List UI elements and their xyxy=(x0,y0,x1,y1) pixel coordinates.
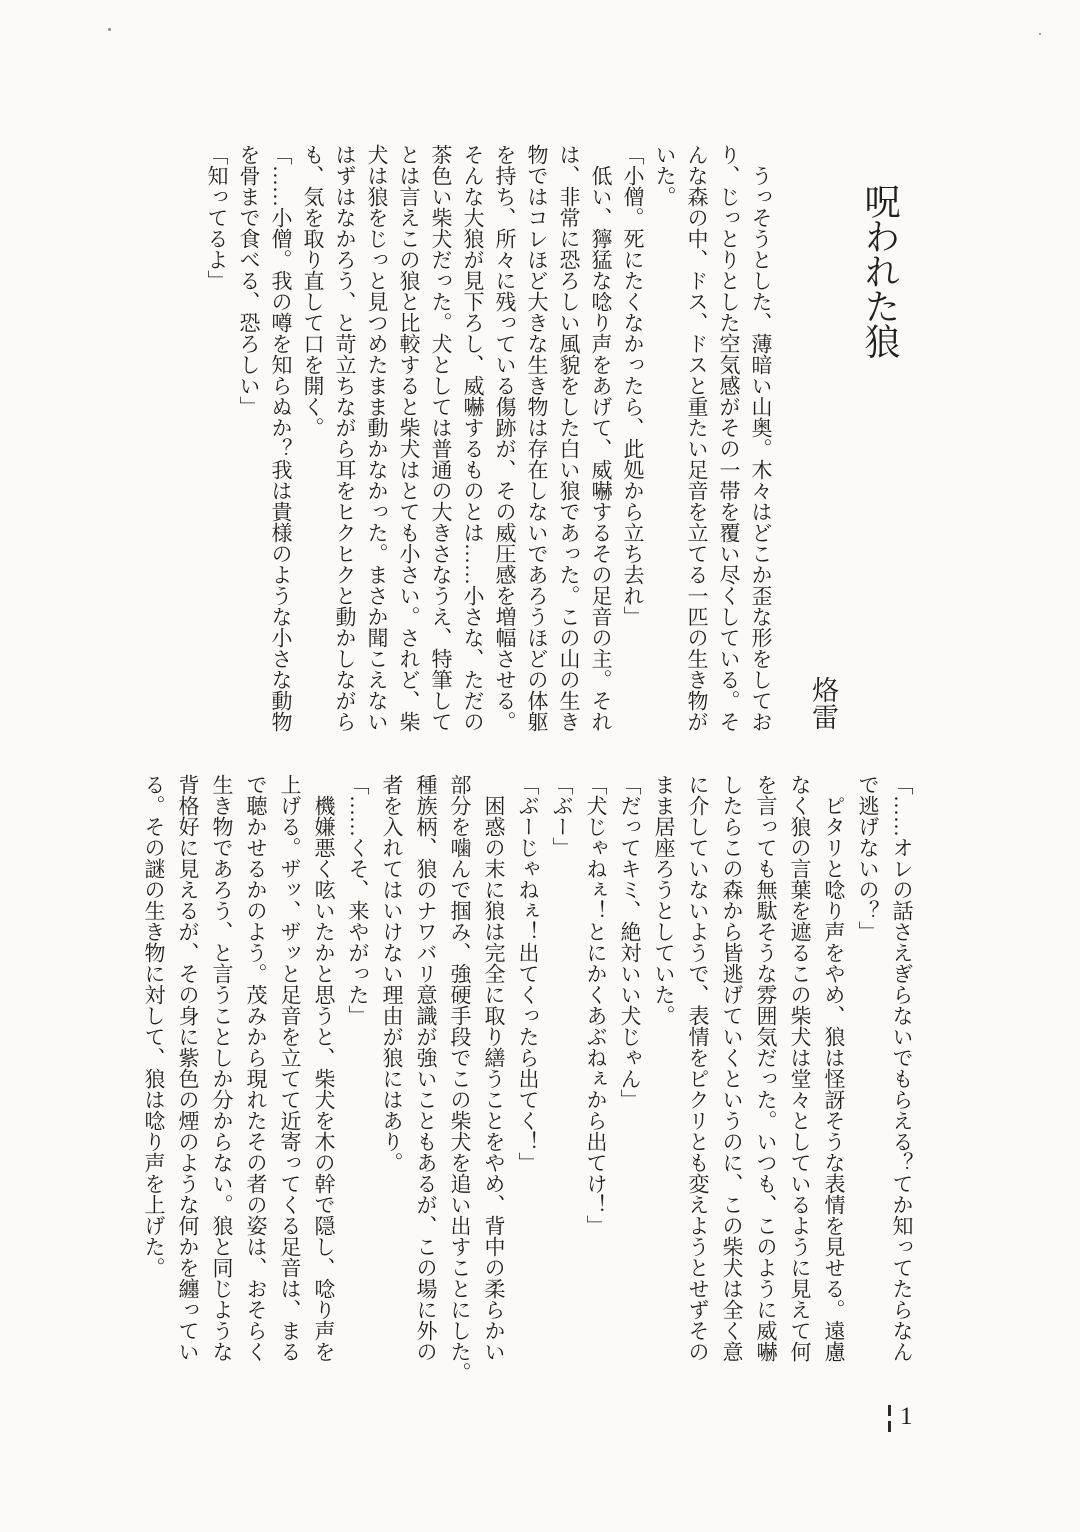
text-line: で聴かせるかのよう。茂みから現れたその者の姿は、おそらく xyxy=(244,774,268,1362)
text-line: 茶色い柴犬だった。犬としては普通の大きさなうえ、特筆して xyxy=(429,144,453,732)
text-line: 低い、獰猛な唸り声をあげて、威嚇するその足音の主。それ xyxy=(589,144,613,732)
text-line: を骨まで食べる、恐ろしい」 xyxy=(237,144,261,417)
text-line: したらこの森から皆逃げていくというのに、この柴犬は全く意 xyxy=(720,774,744,1362)
text-line: 物ではコレほど大きな生き物は存在しないであろうほどの体躯 xyxy=(525,144,549,732)
text-line: 生き物であろう、と言うことしか分からない。狼と同じような xyxy=(210,774,234,1362)
text-line: 「ぶー」 xyxy=(550,774,574,858)
text-line: 「……くそ、来やがった」 xyxy=(346,774,370,1026)
text-line: 者を入れてはいけない理由が狼にはあり。 xyxy=(380,774,404,1173)
text-line: る。その謎の生き物に対して、狼は唸り声を上げた。 xyxy=(142,774,166,1278)
text-line: 機嫌悪く呟いたかと思うと、柴犬を木の幹で隠し、唸り声を xyxy=(312,774,336,1362)
story-top-block xyxy=(201,144,777,766)
text-line: はずはなかろう、と苛立ちながら耳をヒクヒクと動かしながら xyxy=(333,144,357,732)
page-number-dash xyxy=(888,1405,891,1432)
text-line: 犬は狼をじっと見つめたまま動かなかった。まさか聞こえない xyxy=(365,144,389,732)
text-line: 「だってキミ、絶対いい犬じゃん」 xyxy=(618,774,642,1110)
text-line: 困惑の末に狼は完全に取り繕うことをやめ、背中の柔らかい xyxy=(482,774,506,1362)
text-line: 「……小僧。我の噂を知らぬか？我は貴様のような小さな動物 xyxy=(269,144,293,732)
text-line: うっそうとした、薄暗い山奥。木々はどこか歪な形をしてお xyxy=(749,144,773,732)
page-title: 呪われた狼 xyxy=(860,183,900,358)
text-line: ピタリと唸り声をやめ、狼は怪訝そうな表情を見せる。遠慮 xyxy=(822,774,846,1362)
text-line: も、気を取り直して口を開く。 xyxy=(301,144,325,438)
page-number xyxy=(888,1402,913,1432)
text-line: んな森の中、ドス、ドスと重たい足音を立てる一匹の生き物が xyxy=(685,144,709,732)
text-line: 背格好に見えるが、その身に紫色の煙のような何かを纏ってい xyxy=(176,774,200,1362)
page-number-value: 1 xyxy=(900,1403,913,1430)
text-line: 上げる。ザッ、ザッと足音を立てて近寄ってくる足音は、まる xyxy=(278,774,302,1362)
text-line: 「……オレの話さえぎらないでもらえる？てか知ってたらなん xyxy=(890,774,914,1362)
text-line: とは言えこの狼と比較すると柴犬はとても小さい。されど、柴 xyxy=(397,144,421,732)
text-line: なく狼の言葉を遮るこの柴犬は堂々としているように見えて何 xyxy=(788,774,812,1362)
text-line: 「犬じゃねぇ！とにかくあぶねぇから出てけ！」 xyxy=(584,774,608,1236)
text-line: を言っても無駄そうな雰囲気だった。いつも、このように威嚇 xyxy=(754,774,778,1362)
text-line: は、非常に恐ろしい風貌をした白い狼であった。この山の生き xyxy=(557,144,581,732)
text-line: いた。 xyxy=(653,144,677,207)
text-line: 「知ってるよ」 xyxy=(205,144,229,291)
text-line: り、じっとりとした空気感がその一帯を覆い尽くしている。そ xyxy=(717,144,741,732)
text-line: を持ち、所々に残っている傷跡が、その威圧感を増幅させる。 xyxy=(493,144,517,732)
text-line: そんな大狼が見下ろし、威嚇するものとは……小さな、ただの xyxy=(461,144,485,732)
scan-speck xyxy=(1039,33,1041,35)
text-line: に介していないようで、表情をピクリとも変えようとせずその xyxy=(686,774,710,1362)
text-line: 「ぶーじゃねぇ！出てくったら出てく！」 xyxy=(516,774,540,1173)
text-line: まま居座ろうとしていた。 xyxy=(652,774,676,1026)
author-name: 烙雷 xyxy=(808,676,838,730)
scan-speck xyxy=(108,28,111,31)
text-line: 部分を噛んで掴み、強硬手段でこの柴犬を追い出すことにした。 xyxy=(448,774,472,1383)
text-line: 種族柄、狼のナワバリ意識が強いこともあるが、この場に外の xyxy=(414,774,438,1362)
story-bottom-block xyxy=(137,774,919,1408)
text-line: 「小僧。死にたくなかったら、此処から立ち去れ」 xyxy=(621,144,645,627)
text-line: で逃げないの？」 xyxy=(856,774,880,942)
